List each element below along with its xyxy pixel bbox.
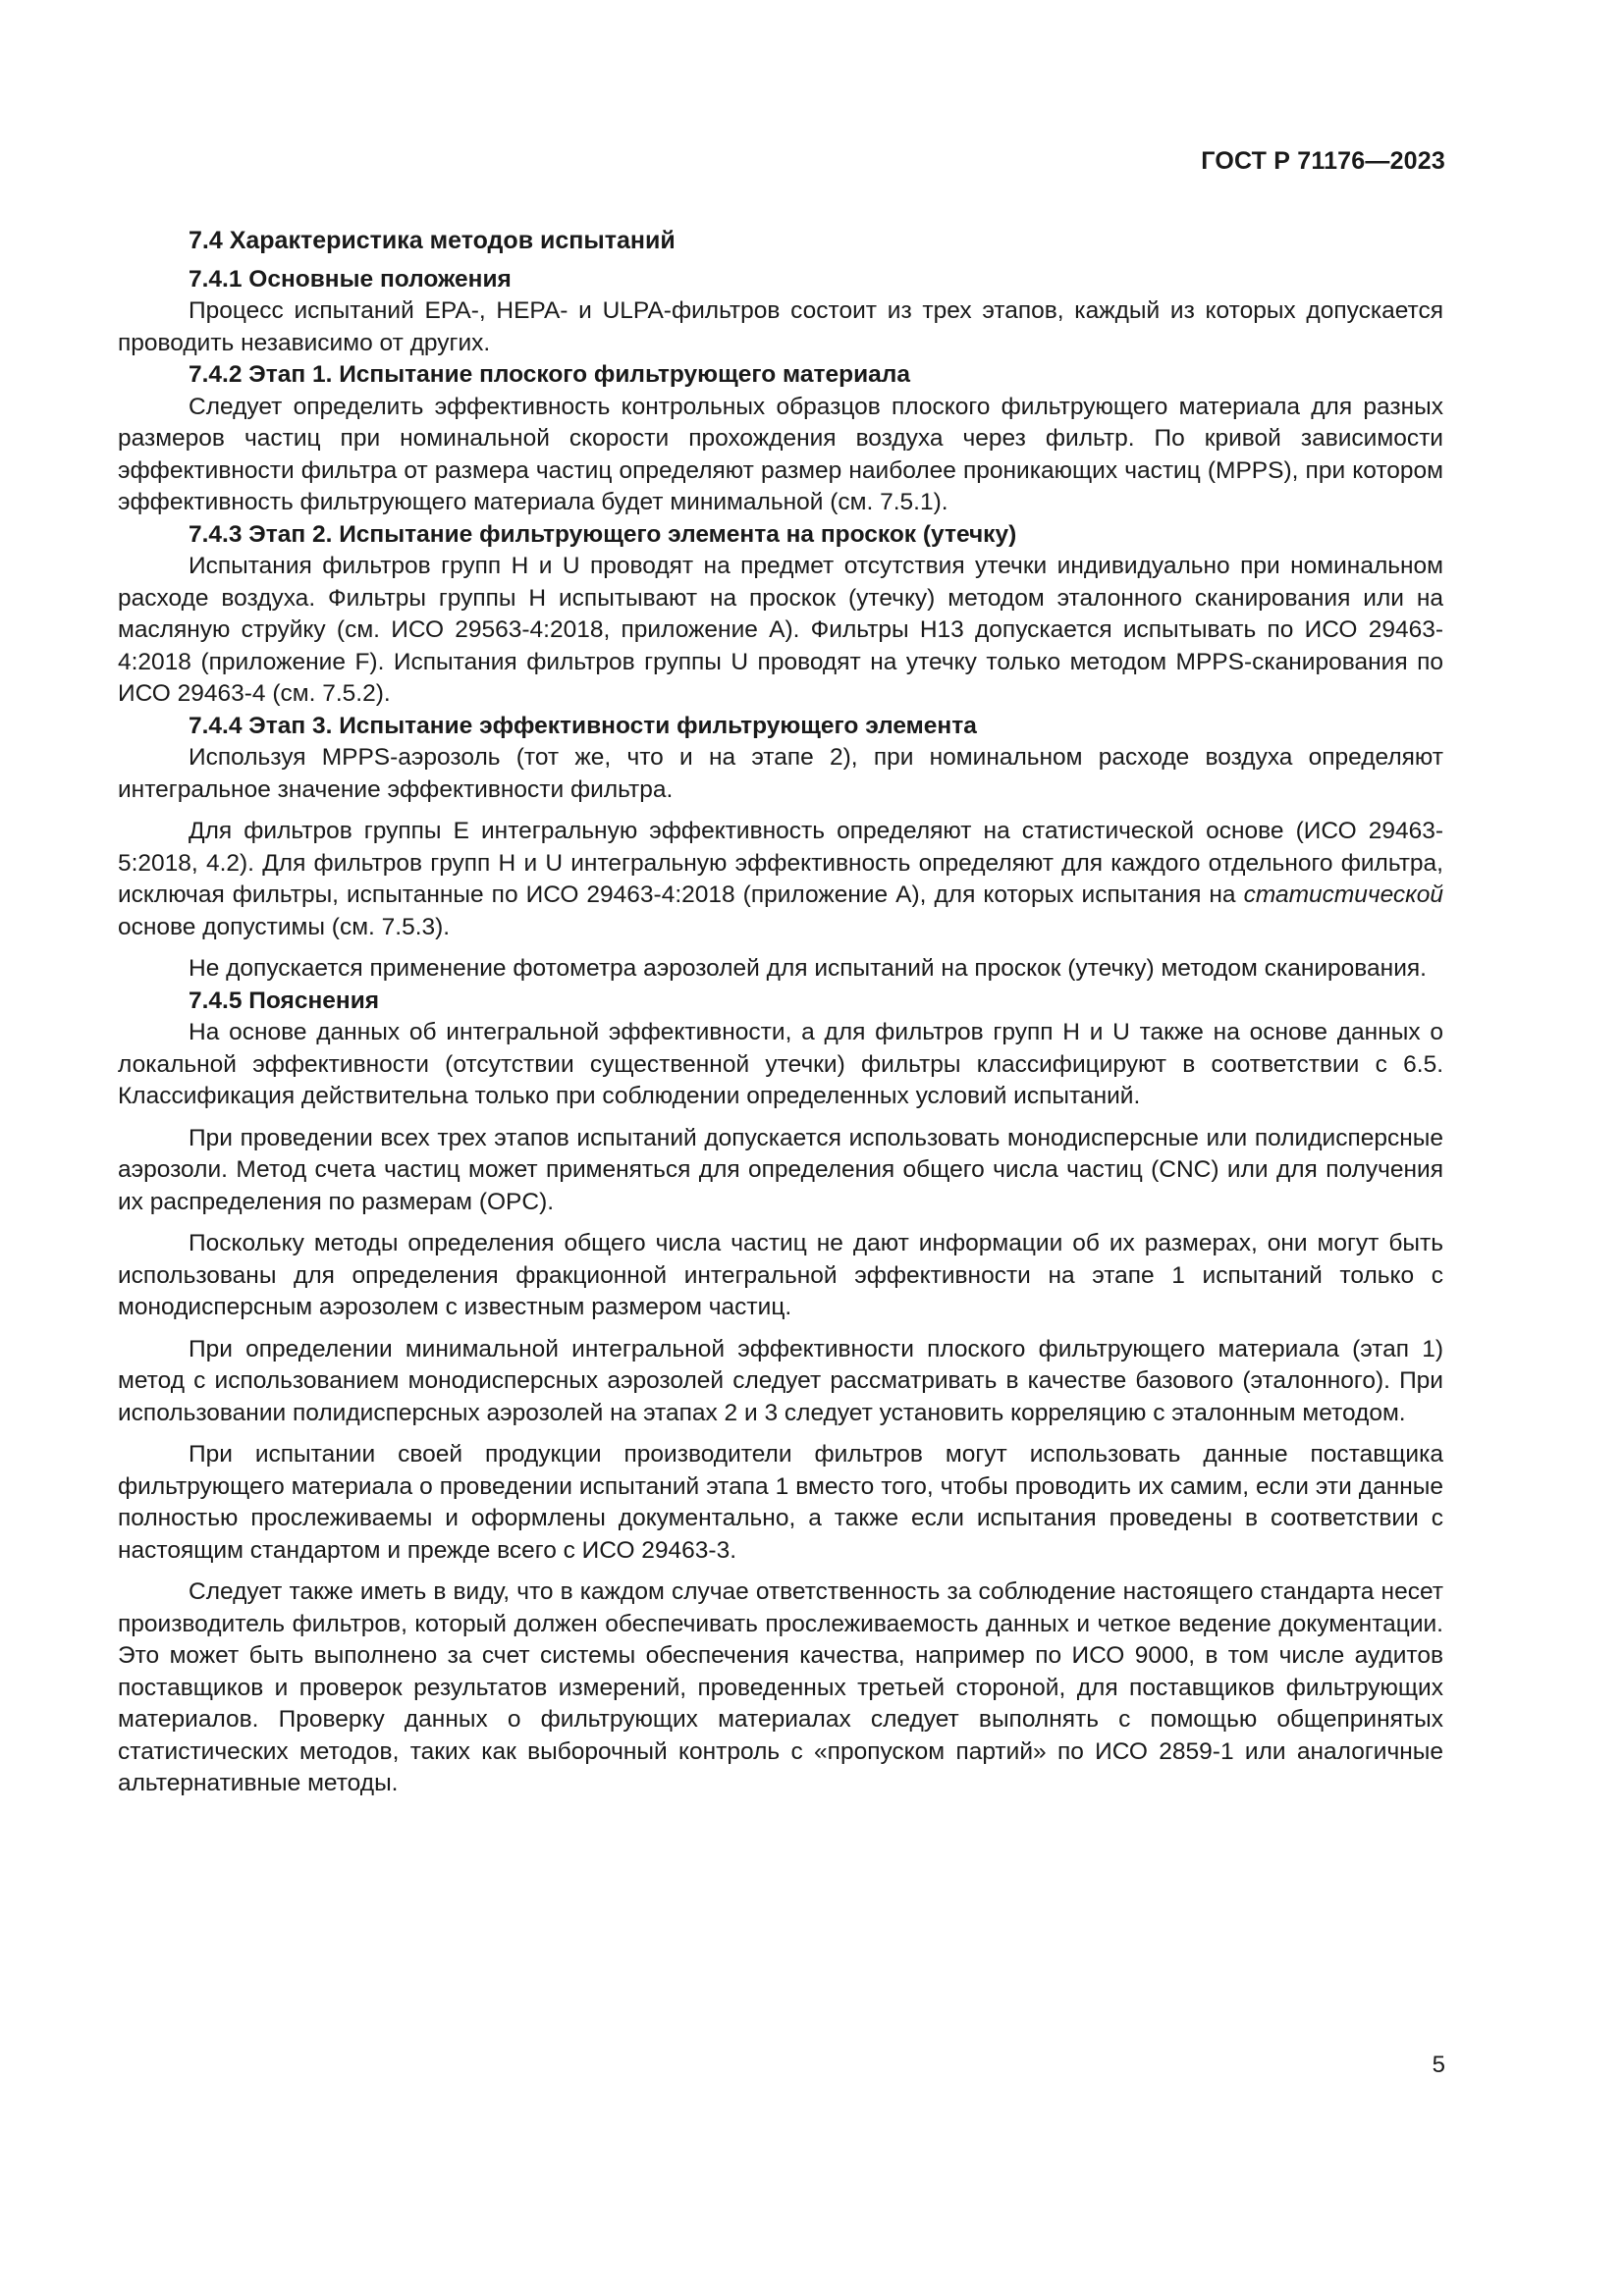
document-header-standard-id: ГОСТ Р 71176—2023 [1201, 147, 1445, 175]
subsection-heading-7-4-5: 7.4.5 Пояснения [189, 987, 380, 1014]
paragraph: Следует также иметь в виду, что в каждом случае ответственность за соблюдение настоящего стандарта несет производитель фильтров, который должен обеспечивать прослеживаемость данных и четкое ведение документации. Это может быть выполнено за счет системы обеспечения качества, например по ИСО 9000, в том числе аудитов поставщиков и проверок результатов измерений, проведенных третьей стороной, для поставщиков фильтрующих материалов. Проверку данных о фильтрующих материалах следует выполнять с помощью общепринятых статистических методов, таких как выборочный контроль с «пропуском партий» по ИСО 2859-1 или аналогичные альтернативные методы. [118, 1578, 1443, 1796]
paragraph: При определении минимальной интегральной эффективности плоского фильтрующего материала (этап 1) метод с использованием монодисперсных аэрозолей следует рассматривать в качестве базового (эталонного). При использовании полидисперсных аэрозолей на этапах 2 и 3 следует установить корреляцию с эталонным методом. [118, 1335, 1443, 1426]
paragraph: При проведении всех трех этапов испытаний допускается использовать монодисперсные или полидисперсные аэрозоли. Метод счета частиц может применяться для определения общего числа частиц (CNC) или для получения их распределения по размерам (OPC). [118, 1124, 1443, 1215]
paragraph: Не допускается применение фотометра аэрозолей для испытаний на проскок (утечку) методом сканирования. [189, 955, 1427, 982]
paragraph-text: Для фильтров группы E интегральную эффективность определяют на статистической основе (ИСО 29463-5:2018, 4.2). Для фильтров групп H и U интегральную эффективность определяют для каждого отдельного фильтра, исключая фильтры, испытанные по ИСО 29463-4:2018 (приложение А), для которых испытания на [118, 818, 1443, 908]
paragraph: Поскольку методы определения общего числа частиц не дают информации об их размерах, они могут быть использованы для определения фракционной интегральной эффективности на этапе 1 испытаний только с монодисперсным аэрозолем с известным размером частиц. [118, 1230, 1443, 1320]
paragraph: На основе данных об интегральной эффективности, а для фильтров групп H и U также на основе данных о локальной эффективности (отсутствии существенной утечки) фильтры классифицируют в соответствии с 6.5. Классификация действительна только при соблюдении определенных условий испытаний. [118, 1019, 1443, 1109]
emphasized-text: статистической [1243, 881, 1443, 908]
paragraph: Используя MPPS-аэрозоль (тот же, что и на этапе 2), при номинальном расходе воздуха определяют интегральное значение эффективности фильтра. [118, 744, 1443, 803]
paragraph [118, 816, 1443, 943]
page-number: 5 [1432, 2052, 1445, 2078]
paragraph: Следует определить эффективность контрольных образцов плоского фильтрующего материала для разных размеров частиц при номинальной скорости прохождения воздуха через фильтр. По кривой зависимости эффективности фильтра от размера частиц определяют размер наиболее проникающих частиц (MPPS), при котором эффективность фильтрующего материала будет минимальной (см. 7.5.1). [118, 393, 1443, 515]
paragraph-text: основе допустимы (см. 7.5.3). [118, 913, 451, 940]
paragraph: Испытания фильтров групп H и U проводят на предмет отсутствия утечки индивидуально при номинальном расходе воздуха. Фильтры группы H испытывают на проскок (утечку) методом эталонного сканирования или на масляную струйку (см. ИСО 29563-4:2018, приложение А). Фильтры H13 допускается испытывать по ИСО 29463-4:2018 (приложение F). Испытания фильтров группы U проводят на утечку только методом MPPS-сканирования по ИСО 29463-4 (см. 7.5.2). [118, 553, 1443, 707]
subsection-heading-7-4-1: 7.4.1 Основные положения [189, 265, 512, 293]
paragraph: Процесс испытаний EPA-, HEPA- и ULPA-фильтров состоит из трех этапов, каждый из которых допускается проводить независимо от других. [118, 297, 1443, 356]
document-body [118, 225, 1443, 1800]
subsection-heading-7-4-4: 7.4.4 Этап 3. Испытание эффективности фильтрующего элемента [189, 712, 977, 739]
subsection-heading-7-4-3: 7.4.3 Этап 2. Испытание фильтрующего элемента на проскок (утечку) [189, 520, 1017, 548]
paragraph: При испытании своей продукции производители фильтров могут использовать данные поставщика фильтрующего материала о проведении испытаний этапа 1 вместо того, чтобы проводить их самим, если эти данные полностью прослеживаемы и оформлены документально, а также если испытания проведены в соответствии с настоящим стандартом и прежде всего с ИСО 29463-3. [118, 1441, 1443, 1564]
subsection-heading-7-4-2: 7.4.2 Этап 1. Испытание плоского фильтрующего материала [189, 361, 910, 388]
section-title: 7.4 Характеристика методов испытаний [189, 227, 676, 254]
